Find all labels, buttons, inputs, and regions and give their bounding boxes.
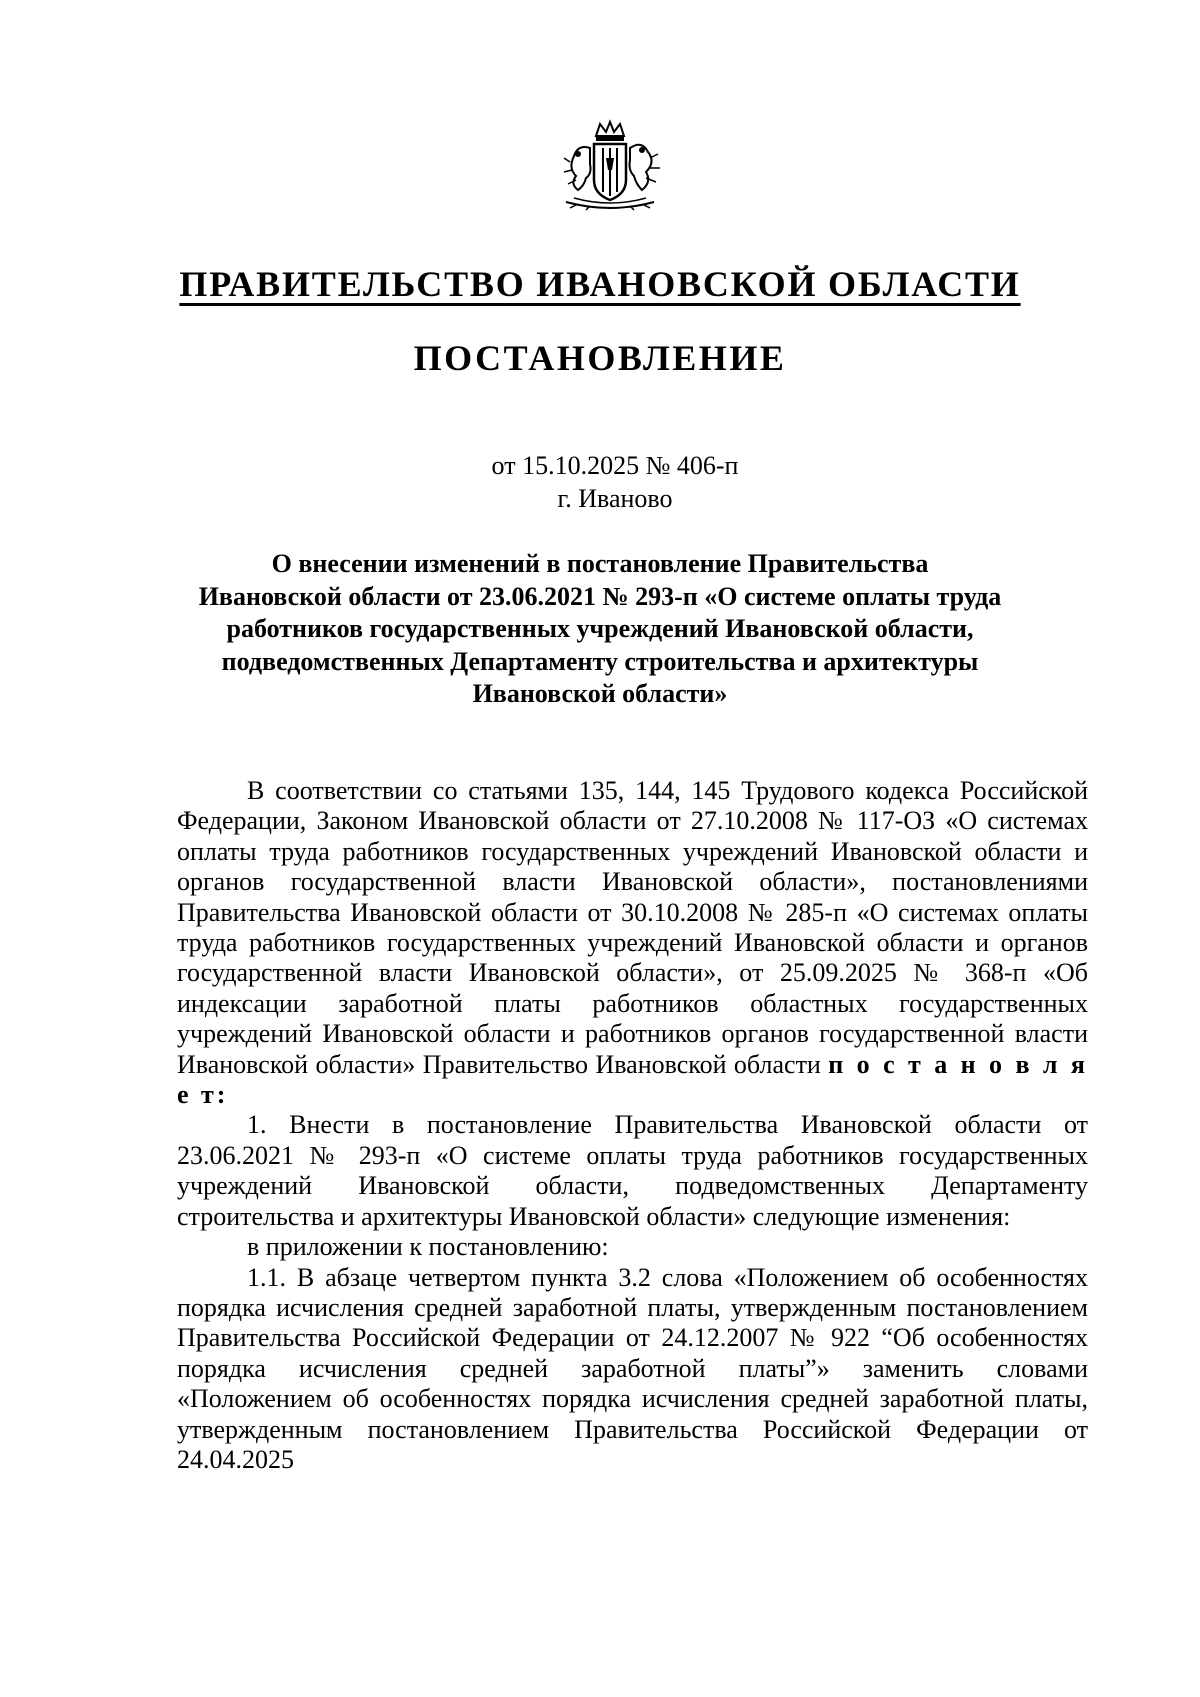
item-1-1-paragraph: 1.1. В абзаце четвертом пункта 3.2 слова «Положением об особенностях порядка исчисления средней заработной платы, утвержденным постановлением Правительства Российской Федерации от 24.12.2007 № 922 “Об особенностях порядка исчисления средней заработной платы”» заменить словами «Положением об особенностях порядка исчисления средней заработной платы, утвержденным постановлением Правительства Российской Федерации от 24.04.2025: [177, 1262, 1088, 1474]
document-body: [177, 776, 1088, 1475]
subject-line: подведомственных Департаменту строительства и архитектуры: [221, 646, 979, 676]
preamble-paragraph: [177, 776, 1088, 1110]
preamble-text: В соответствии со статьями 135, 144, 145 Трудового кодекса Российской Федерации, Законом Ивановской области от 27.10.2008 № 117-ОЗ «О системах оплаты труда работников государственных учреждений Ивановской области и органов государственной власти Ивановской области», постановлениями Правительства Ивановской области от 30.10.2008 № 285-п «О системах оплаты труда работников государственных учреждений Ивановской области и органов государственной власти Ивановской области», от 25.09.2025 № 368-п «Об индексации заработной платы работников областных государственных учреждений Ивановской области и работников органов государственной власти Ивановской области» Правительство Ивановской области: [177, 776, 1088, 1079]
subject-line: Ивановской области»: [472, 679, 728, 708]
document-date-number: от 15.10.2025 № 406-п: [491, 451, 739, 480]
subject-line: Ивановской области от 23.06.2021 № 293-п «О системе оплаты труда: [198, 581, 1002, 611]
appendix-intro-paragraph: в приложении к постановлению:: [247, 1232, 609, 1262]
government-name: ПРАВИТЕЛЬСТВО ИВАНОВСКОЙ ОБЛАСТИ: [179, 264, 1021, 304]
subject-line: работников государственных учреждений Ивановской области,: [226, 614, 974, 643]
coat-of-arms-icon: [556, 118, 664, 218]
document-city: г. Иваново: [557, 484, 673, 513]
resolves-word: п о с т а н о в л я е т:: [177, 1049, 1088, 1110]
subject-line: О внесении изменений в постановление Правительства: [271, 549, 929, 578]
item-1-paragraph: 1. Внести в постановление Правительства Ивановской области от 23.06.2021 № 293-п «О системе оплаты труда работников государственных учреждений Ивановской области, подведомственных Департаменту строительства и архитектуры Ивановской области» следующие изменения:: [177, 1110, 1088, 1231]
document-subject: [140, 548, 1060, 711]
document-type: ПОСТАНОВЛЕНИЕ: [413, 338, 787, 378]
